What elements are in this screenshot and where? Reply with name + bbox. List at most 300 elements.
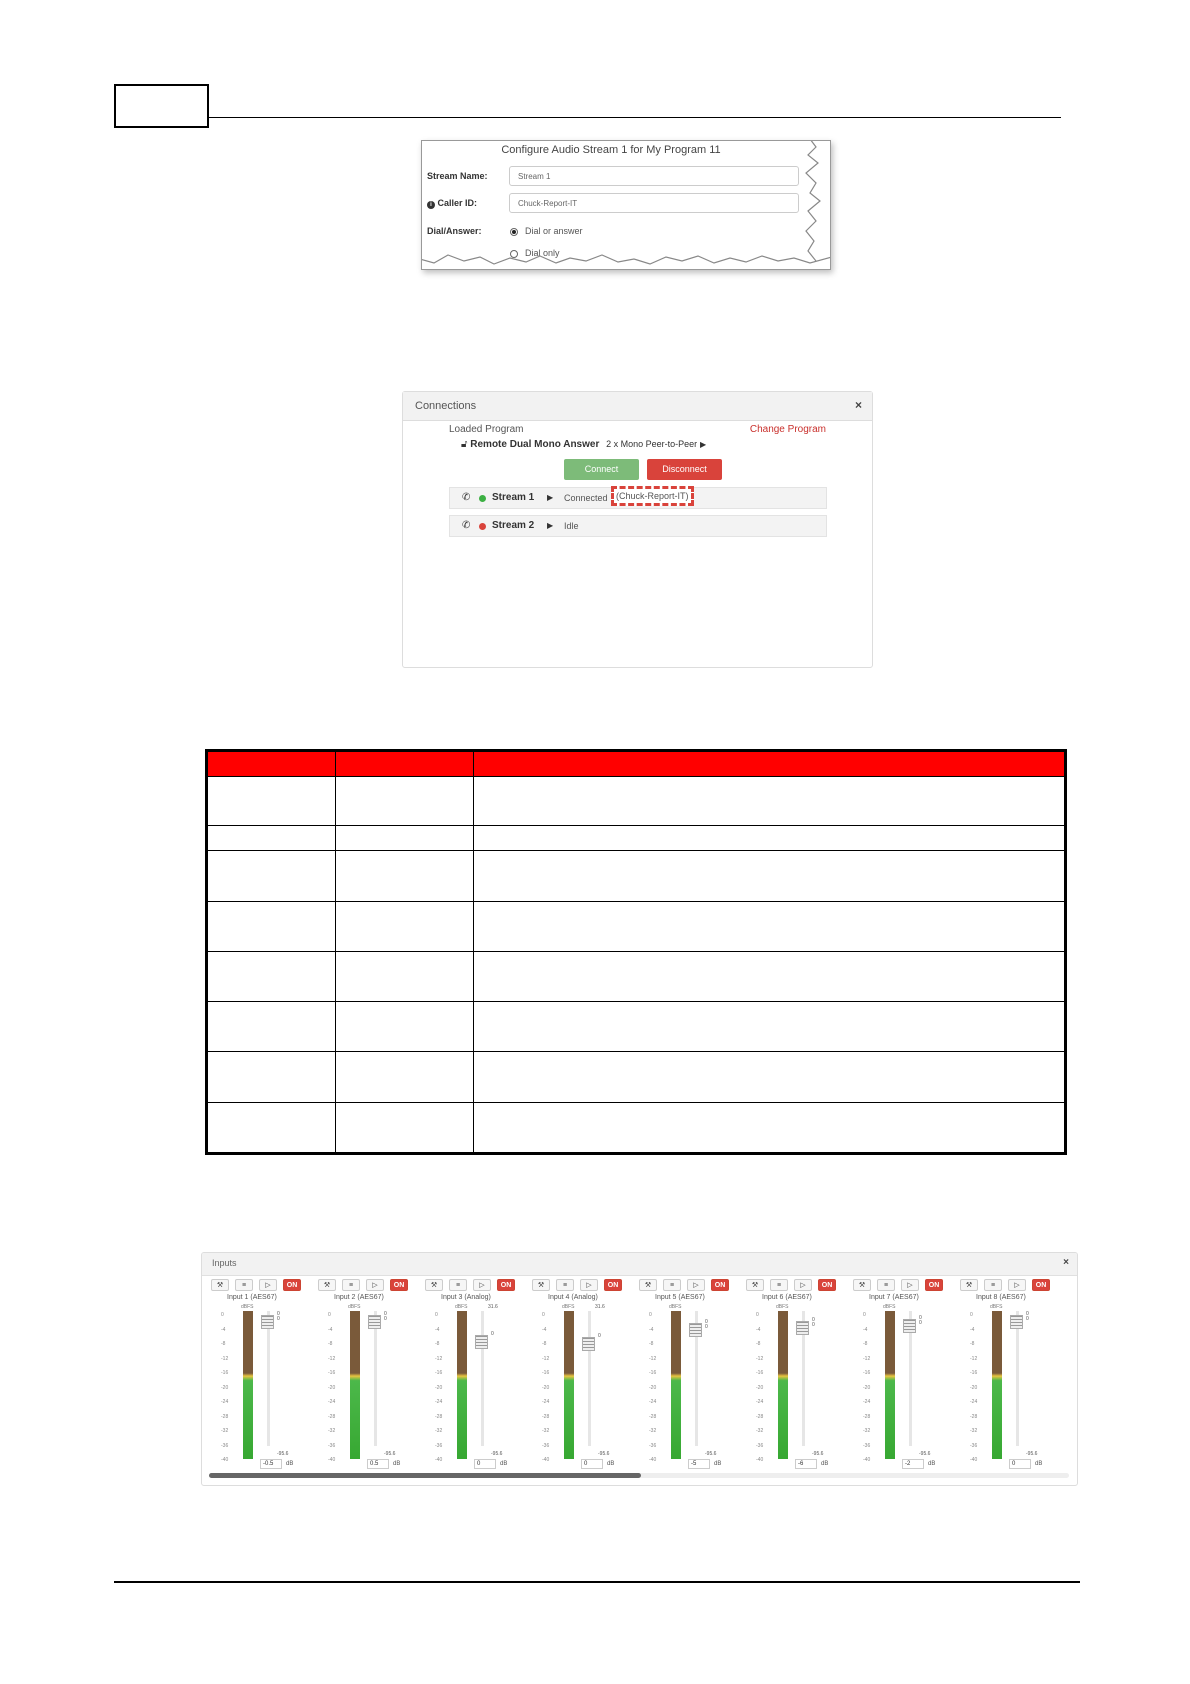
input-strip	[639, 1279, 734, 1469]
header-rule	[209, 117, 1061, 118]
meter-scale	[435, 1312, 442, 1472]
scale-tick: -28	[756, 1413, 764, 1420]
table-cell	[336, 826, 474, 851]
scale-tick: -8	[221, 1341, 226, 1347]
fader-value: 0 0	[384, 1311, 387, 1322]
scale-tick: -4	[542, 1326, 547, 1333]
level-meter	[457, 1311, 467, 1459]
gain-input[interactable]: -0.5	[260, 1459, 282, 1469]
scale-tick: -40	[649, 1457, 657, 1463]
table-cell	[474, 851, 1065, 901]
scale-tick: -36	[756, 1442, 764, 1449]
fader-track[interactable]	[481, 1311, 484, 1446]
table-header-row	[208, 752, 1065, 777]
table-row	[208, 1002, 1065, 1052]
connections-header	[403, 392, 872, 421]
wrench-icon[interactable]: ⚒	[639, 1279, 657, 1291]
scale-tick: -32	[542, 1428, 550, 1434]
eq-icon[interactable]: ≡	[984, 1279, 1002, 1291]
on-button[interactable]: ON	[925, 1279, 943, 1291]
meter-scale	[328, 1312, 335, 1472]
dbfs-label: dBFS	[455, 1304, 468, 1310]
scale-tick: -16	[970, 1370, 978, 1376]
eq-icon[interactable]: ≡	[342, 1279, 360, 1291]
wrench-icon[interactable]: ⚒	[211, 1279, 229, 1291]
scale-tick: -16	[328, 1370, 336, 1376]
fader-value: 0 0	[277, 1311, 280, 1322]
wrench-icon[interactable]: ⚒	[853, 1279, 871, 1291]
scale-tick: -8	[542, 1341, 547, 1347]
table-row	[208, 951, 1065, 1001]
scale-tick: -24	[756, 1399, 764, 1405]
table-header-cell	[336, 752, 474, 777]
fader-track[interactable]	[588, 1311, 591, 1446]
dial-or-answer-radio[interactable]	[510, 228, 518, 236]
input-label: Input 7	[869, 1294, 891, 1301]
fader-handle[interactable]	[796, 1321, 809, 1335]
dbfs-label: dBFS	[562, 1304, 575, 1310]
scale-tick: 0	[649, 1312, 652, 1318]
table-cell	[474, 1052, 1065, 1102]
scale-tick: -32	[221, 1428, 229, 1434]
processing-icon[interactable]: ▷	[580, 1279, 598, 1291]
scale-tick: -8	[649, 1341, 654, 1347]
scale-tick: -36	[863, 1442, 871, 1449]
level-meter	[778, 1311, 788, 1459]
scale-tick: 0	[328, 1312, 331, 1318]
eq-icon[interactable]: ≡	[556, 1279, 574, 1291]
processing-icon[interactable]: ▷	[687, 1279, 705, 1291]
table-cell	[336, 951, 474, 1001]
table-cell	[208, 901, 336, 951]
fader-handle[interactable]	[1010, 1315, 1023, 1329]
table-cell	[208, 1102, 336, 1152]
input-label: Input 3	[441, 1294, 463, 1301]
gain-input[interactable]: 0	[474, 1459, 496, 1469]
fader-value: 0 0	[705, 1319, 708, 1330]
scale-tick: -20	[863, 1384, 871, 1391]
scale-tick: -36	[328, 1442, 336, 1449]
scale-tick: -28	[649, 1413, 657, 1420]
scale-tick: -20	[970, 1384, 978, 1391]
stream-status: Idle	[564, 521, 579, 531]
table-row	[208, 1102, 1065, 1152]
status-dot-green	[479, 495, 486, 502]
peak-value: 31.6	[595, 1304, 605, 1310]
configure-stream-panel	[421, 140, 831, 270]
eq-icon[interactable]: ≡	[770, 1279, 788, 1291]
input-strip	[960, 1279, 1055, 1469]
input-strip	[425, 1279, 520, 1469]
scale-tick: -8	[435, 1341, 440, 1347]
input-strip	[532, 1279, 627, 1469]
scale-tick: -16	[863, 1370, 871, 1376]
status-dot-red	[479, 523, 486, 530]
scale-tick: -40	[221, 1457, 229, 1463]
close-icon[interactable]: ×	[1063, 1257, 1069, 1268]
table-header-cell	[208, 752, 336, 777]
scale-tick: -20	[542, 1384, 550, 1391]
eq-icon[interactable]: ≡	[877, 1279, 895, 1291]
table-cell	[208, 1002, 336, 1052]
table-cell	[208, 777, 336, 826]
table-row	[208, 777, 1065, 826]
table-cell	[474, 826, 1065, 851]
level-meter	[350, 1311, 360, 1459]
fader-handle[interactable]	[475, 1335, 488, 1349]
scale-tick: -12	[970, 1355, 978, 1362]
scale-tick: -28	[328, 1413, 336, 1420]
scale-tick: -36	[970, 1442, 978, 1449]
scale-tick: -4	[970, 1326, 975, 1333]
scale-tick: -24	[435, 1399, 443, 1405]
table-cell	[336, 1102, 474, 1152]
input-type: (AES67)	[892, 1294, 919, 1301]
scale-tick: -36	[649, 1442, 657, 1449]
table-row	[208, 826, 1065, 851]
scale-tick: -28	[221, 1413, 229, 1420]
scrollbar-thumb[interactable]	[209, 1473, 641, 1478]
gain-input[interactable]: -5	[688, 1459, 710, 1469]
caller-id-highlight: (Chuck-Report-IT)	[611, 486, 694, 506]
scale-tick: -12	[756, 1355, 764, 1362]
scale-tick: -24	[649, 1399, 657, 1405]
meter-scale	[756, 1312, 763, 1472]
table-cell	[474, 951, 1065, 1001]
input-label: Input 1	[227, 1294, 249, 1301]
fader-track[interactable]	[1016, 1311, 1019, 1446]
dial-or-answer-label: Dial or answer	[525, 226, 583, 236]
scale-tick: -24	[970, 1399, 978, 1405]
scale-tick: -12	[863, 1355, 871, 1362]
fader-value: 0 0	[1026, 1311, 1029, 1322]
scale-tick: 0	[542, 1312, 545, 1318]
input-name	[976, 1294, 1026, 1301]
dbfs-label: dBFS	[883, 1304, 896, 1310]
page-number-box	[114, 84, 209, 128]
processing-icon[interactable]: ▷	[901, 1279, 919, 1291]
level-meter	[992, 1311, 1002, 1459]
min-value: -95.6	[384, 1451, 396, 1457]
table-cell	[336, 777, 474, 826]
stream-name-input[interactable]: Stream 1	[509, 166, 799, 186]
level-meter	[671, 1311, 681, 1459]
scale-tick: -40	[756, 1457, 764, 1463]
dbfs-label: dBFS	[990, 1304, 1003, 1310]
scale-tick: -16	[649, 1370, 657, 1376]
input-strip	[853, 1279, 948, 1469]
info-icon: i	[427, 201, 435, 209]
eq-icon[interactable]: ≡	[663, 1279, 681, 1291]
input-strip	[746, 1279, 841, 1469]
input-type: (AES67)	[999, 1294, 1026, 1301]
wrench-icon[interactable]: ⚒	[318, 1279, 336, 1291]
scale-tick: -28	[435, 1413, 443, 1420]
dial-only-label: Dial only	[525, 248, 560, 258]
phone-icon: ✆	[462, 520, 471, 531]
configure-stream-title: Configure Audio Stream 1 for My Program 11	[501, 144, 721, 156]
torn-edge-bottom	[421, 249, 831, 270]
gain-unit: dB	[714, 1461, 722, 1467]
stream-name: Stream 2	[492, 520, 535, 531]
scale-tick: -12	[221, 1355, 229, 1362]
input-label: Input 2	[334, 1294, 356, 1301]
input-type: (AES67)	[678, 1294, 705, 1301]
dial-answer-label: Dial/Answer:	[427, 226, 482, 236]
gain-unit: dB	[500, 1461, 508, 1467]
table-grid	[207, 751, 1065, 1153]
peak-value: 31.6	[488, 1304, 498, 1310]
wrench-icon[interactable]: ⚒	[746, 1279, 764, 1291]
fader-track[interactable]	[267, 1311, 270, 1446]
table-cell	[474, 777, 1065, 826]
level-meter	[885, 1311, 895, 1459]
meter-scale	[649, 1312, 656, 1472]
scale-tick: -40	[970, 1457, 978, 1463]
footer-rule	[114, 1581, 1080, 1583]
scale-tick: -32	[756, 1428, 764, 1434]
caller-id-label-text: Caller ID:	[437, 198, 478, 208]
processing-icon[interactable]: ▷	[259, 1279, 277, 1291]
on-button[interactable]: ON	[1032, 1279, 1050, 1291]
processing-icon[interactable]: ▷	[473, 1279, 491, 1291]
scale-tick: -8	[863, 1341, 868, 1347]
scale-tick: -32	[970, 1428, 978, 1434]
scale-tick: -12	[328, 1355, 336, 1362]
table-row	[208, 1052, 1065, 1102]
gain-unit: dB	[821, 1461, 829, 1467]
eq-icon[interactable]: ≡	[235, 1279, 253, 1291]
stream-row-1[interactable]	[449, 487, 827, 509]
input-type: (Analog)	[464, 1294, 491, 1301]
scale-tick: -28	[542, 1413, 550, 1420]
scale-tick: -20	[328, 1384, 336, 1391]
stream-status: Connected	[564, 493, 608, 503]
scale-tick: -40	[328, 1457, 336, 1463]
input-type: (AES67)	[250, 1294, 277, 1301]
wrench-icon[interactable]: ⚒	[532, 1279, 550, 1291]
table-cell	[474, 901, 1065, 951]
table-row	[208, 901, 1065, 951]
gain-input[interactable]: -6	[795, 1459, 817, 1469]
gain-input[interactable]: 0	[1009, 1459, 1031, 1469]
inputs-panel	[201, 1252, 1078, 1486]
scale-tick: -4	[328, 1326, 333, 1333]
table-row	[208, 851, 1065, 901]
input-name	[548, 1294, 598, 1301]
table-cell	[208, 826, 336, 851]
close-icon[interactable]: ×	[854, 398, 862, 412]
processing-icon[interactable]: ▷	[366, 1279, 384, 1291]
fader-handle[interactable]	[368, 1315, 381, 1329]
fader-handle[interactable]	[903, 1319, 916, 1333]
scale-tick: -32	[328, 1428, 336, 1434]
scale-tick: -36	[221, 1442, 229, 1449]
scale-tick: 0	[970, 1312, 973, 1318]
scale-tick: -4	[435, 1326, 440, 1333]
gain-unit: dB	[607, 1461, 615, 1467]
input-name	[227, 1294, 277, 1301]
phone-icon: ✆	[462, 492, 471, 503]
fader-handle[interactable]	[582, 1337, 595, 1351]
scale-tick: -24	[542, 1399, 550, 1405]
gain-input[interactable]: 0	[581, 1459, 603, 1469]
scale-tick: -36	[542, 1442, 550, 1449]
input-type: (AES67)	[357, 1294, 384, 1301]
scale-tick: -16	[756, 1370, 764, 1376]
gain-input[interactable]: 0.5	[367, 1459, 389, 1469]
on-button[interactable]: ON	[390, 1279, 408, 1291]
scale-tick: -20	[221, 1384, 229, 1391]
on-button[interactable]: ON	[497, 1279, 515, 1291]
input-name	[762, 1294, 812, 1301]
input-name	[441, 1294, 491, 1301]
disconnect-button[interactable]: Disconnect	[647, 459, 722, 480]
scale-tick: -8	[970, 1341, 975, 1347]
caret-right-icon[interactable]: ▶	[699, 440, 707, 449]
gain-input[interactable]: -2	[902, 1459, 924, 1469]
table-cell	[336, 1002, 474, 1052]
program-row	[461, 439, 706, 450]
connect-button[interactable]: Connect	[564, 459, 639, 480]
scale-tick: -24	[221, 1399, 229, 1405]
fader-track[interactable]	[374, 1311, 377, 1446]
caret-right-icon[interactable]: ▶	[547, 493, 554, 502]
processing-icon[interactable]: ▷	[794, 1279, 812, 1291]
input-name	[869, 1294, 919, 1301]
table-header-cell	[474, 752, 1065, 777]
min-value: -95.6	[919, 1451, 931, 1457]
processing-icon[interactable]: ▷	[1008, 1279, 1026, 1291]
min-value: -95.6	[705, 1451, 717, 1457]
meter-scale	[542, 1312, 549, 1472]
min-value: -95.6	[491, 1451, 503, 1457]
table-cell	[208, 951, 336, 1001]
meter-scale	[863, 1312, 870, 1472]
caret-right-icon[interactable]: ▶	[547, 521, 554, 530]
caller-id-input[interactable]: Chuck-Report-IT	[509, 193, 799, 213]
scale-tick: -16	[435, 1370, 443, 1376]
scale-tick: -16	[542, 1370, 550, 1376]
input-label: Input 4	[548, 1294, 570, 1301]
dbfs-label: dBFS	[669, 1304, 682, 1310]
scale-tick: -4	[756, 1326, 761, 1333]
table-cell	[208, 1052, 336, 1102]
input-label: Input 8	[976, 1294, 998, 1301]
input-type: (Analog)	[571, 1294, 598, 1301]
input-name	[655, 1294, 705, 1301]
scale-tick: -20	[649, 1384, 657, 1391]
fader-handle[interactable]	[261, 1315, 274, 1329]
scale-tick: -40	[863, 1457, 871, 1463]
stream-name: Stream 1	[492, 492, 535, 503]
gain-unit: dB	[286, 1461, 294, 1467]
parameter-table	[205, 749, 1067, 1155]
scale-tick: 0	[435, 1312, 438, 1318]
table-cell	[336, 1052, 474, 1102]
scale-tick: -4	[649, 1326, 654, 1333]
scale-tick: -20	[756, 1384, 764, 1391]
table-cell	[474, 1002, 1065, 1052]
scale-tick: -36	[435, 1442, 443, 1449]
input-type: (AES67)	[785, 1294, 812, 1301]
wrench-icon[interactable]: ⚒	[425, 1279, 443, 1291]
scale-tick: 0	[756, 1312, 759, 1318]
inputs-title: Inputs	[212, 1258, 237, 1268]
level-meter	[243, 1311, 253, 1459]
level-meter	[564, 1311, 574, 1459]
scale-tick: -12	[435, 1355, 443, 1362]
input-strip	[318, 1279, 413, 1469]
eq-icon[interactable]: ≡	[449, 1279, 467, 1291]
min-value: -95.6	[277, 1451, 289, 1457]
scale-tick: -12	[542, 1355, 550, 1362]
input-label: Input 6	[762, 1294, 784, 1301]
on-button[interactable]: ON	[818, 1279, 836, 1291]
input-name	[334, 1294, 384, 1301]
gain-unit: dB	[928, 1461, 936, 1467]
dbfs-label: dBFS	[776, 1304, 789, 1310]
fader-value: 0 0	[812, 1317, 815, 1328]
caller-id-label	[427, 198, 477, 209]
on-button[interactable]: ON	[604, 1279, 622, 1291]
min-value: -95.6	[812, 1451, 824, 1457]
min-value: -95.6	[598, 1451, 610, 1457]
gain-unit: dB	[1035, 1461, 1043, 1467]
scale-tick: -32	[435, 1428, 443, 1434]
program-mode: 2 x Mono Peer-to-Peer	[606, 439, 698, 449]
scale-tick: -24	[863, 1399, 871, 1405]
horizontal-scrollbar[interactable]	[209, 1473, 1069, 1478]
table-cell	[336, 901, 474, 951]
input-strip	[211, 1279, 306, 1469]
connections-title: Connections	[415, 400, 477, 412]
table-cell	[336, 851, 474, 901]
connections-panel	[402, 391, 873, 668]
table-cell	[208, 851, 336, 901]
unlock-icon: 🔓︎	[461, 439, 468, 450]
on-button[interactable]: ON	[711, 1279, 729, 1291]
scale-tick: -28	[970, 1413, 978, 1420]
meter-scale	[970, 1312, 977, 1472]
scale-tick: -32	[863, 1428, 871, 1434]
scale-tick: -20	[435, 1384, 443, 1391]
scale-tick: -8	[756, 1341, 761, 1347]
scale-tick: -28	[863, 1413, 871, 1420]
scale-tick: -24	[328, 1399, 336, 1405]
scale-tick: -12	[649, 1355, 657, 1362]
scale-tick: -40	[435, 1457, 443, 1463]
on-button[interactable]: ON	[283, 1279, 301, 1291]
stream-row-2[interactable]	[449, 515, 827, 537]
wrench-icon[interactable]: ⚒	[960, 1279, 978, 1291]
meter-scale	[221, 1312, 228, 1472]
scale-tick: -40	[542, 1457, 550, 1463]
scale-tick: 0	[863, 1312, 866, 1318]
fader-value: 0 0	[919, 1315, 922, 1326]
scale-tick: -4	[221, 1326, 226, 1333]
dbfs-label: dBFS	[241, 1304, 254, 1310]
loaded-program-label: Loaded Program	[449, 424, 524, 435]
scale-tick: -16	[221, 1370, 229, 1376]
scale-tick: -4	[863, 1326, 868, 1333]
scale-tick: -8	[328, 1341, 333, 1347]
scale-tick: -32	[649, 1428, 657, 1434]
fader-handle[interactable]	[689, 1323, 702, 1337]
change-program-link[interactable]: Change Program	[749, 424, 826, 435]
scale-tick: 0	[221, 1312, 224, 1318]
stream-name-label: Stream Name:	[427, 171, 488, 181]
